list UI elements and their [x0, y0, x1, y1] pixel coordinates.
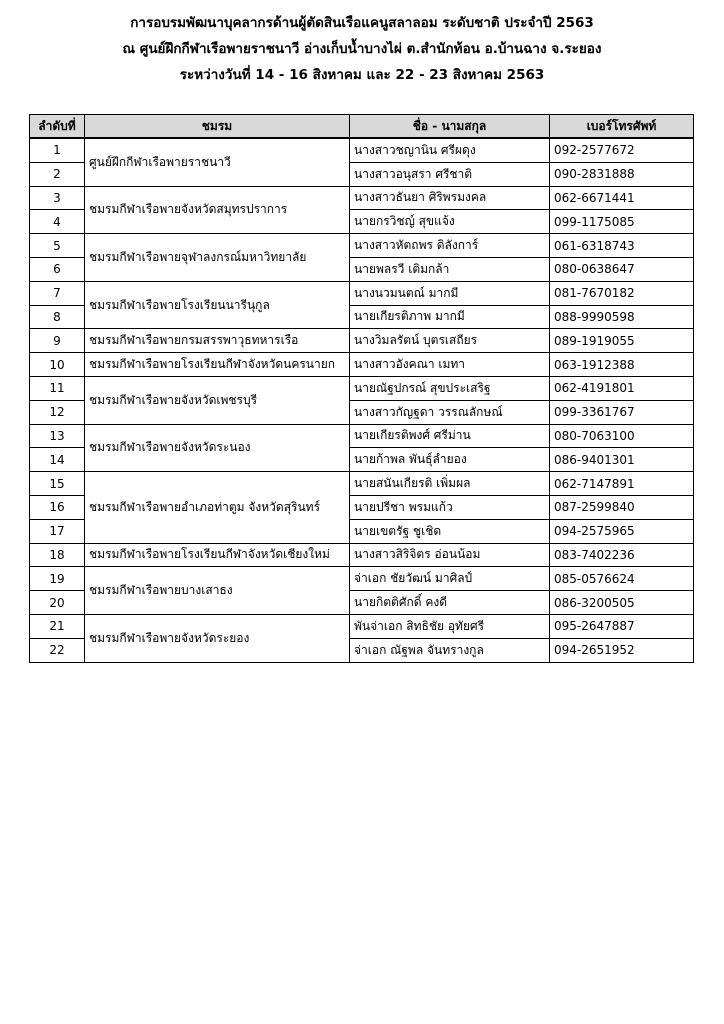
table-row — [30, 614, 694, 638]
row-number: 9 — [30, 329, 85, 353]
row-number: 8 — [30, 305, 85, 329]
row-number: 4 — [30, 210, 85, 234]
participant-name: นายปรีชา พรมแก้ว — [350, 495, 550, 519]
phone-number: 095-2647887 — [550, 614, 694, 638]
table-row — [30, 567, 694, 591]
club-name: ชมรมกีฬาเรือพายกรมสรรพาวุธทหารเรือ — [85, 329, 350, 353]
phone-number: 090-2831888 — [550, 162, 694, 186]
participant-name: นางสาวชญานิน ศรีผดุง — [350, 138, 550, 162]
participant-name: พันจ่าเอก สิทธิชัย อุทัยศรี — [350, 614, 550, 638]
table-row — [30, 281, 694, 305]
phone-number: 094-2575965 — [550, 519, 694, 543]
participant-name: นายเขตรัฐ ชูเชิด — [350, 519, 550, 543]
phone-number: 087-2599840 — [550, 495, 694, 519]
phone-number: 089-1919055 — [550, 329, 694, 353]
table-header-row — [30, 115, 694, 139]
phone-number: 083-7402236 — [550, 543, 694, 567]
phone-number: 081-7670182 — [550, 281, 694, 305]
club-name: ชมรมกีฬาเรือพายอำเภอท่าตูม จังหวัดสุรินทร์ — [85, 472, 350, 543]
document-venue: ณ ศูนย์ฝึกกีฬาเรือพายราชนาวี อ่างเก็บน้ำบางไผ่ ต.สำนักท้อน อ.บ้านฉาง จ.ระยอง — [122, 41, 602, 57]
row-number: 11 — [30, 376, 85, 400]
club-name: ชมรมกีฬาเรือพายจังหวัดสมุทรปราการ — [85, 186, 350, 234]
row-number: 5 — [30, 234, 85, 258]
phone-number: 061-6318743 — [550, 234, 694, 258]
participant-name: นางสาวอังคณา เมทา — [350, 353, 550, 377]
participant-name: นางสาวกัญฐดา วรรณลักษณ์ — [350, 400, 550, 424]
participant-name: จ่าเอก ชัยวัฒน์ มาศิลป์ — [350, 567, 550, 591]
participant-name: นายเกียรติภาพ มากมี — [350, 305, 550, 329]
phone-number: 062-4191801 — [550, 376, 694, 400]
table-row — [30, 234, 694, 258]
row-number: 21 — [30, 614, 85, 638]
club-name: ชมรมกีฬาเรือพายจังหวัดระนอง — [85, 424, 350, 472]
club-name: ชมรมกีฬาเรือพายบางเสาธง — [85, 567, 350, 615]
table-row — [30, 353, 694, 377]
table-row — [30, 138, 694, 162]
row-number: 15 — [30, 472, 85, 496]
phone-number: 085-0576624 — [550, 567, 694, 591]
phone-number: 099-1175085 — [550, 210, 694, 234]
phone-number: 086-9401301 — [550, 448, 694, 472]
participant-name: นางวิมลรัตน์ บุตรเสถียร — [350, 329, 550, 353]
row-number: 17 — [30, 519, 85, 543]
row-number: 3 — [30, 186, 85, 210]
participant-name: นายณัฐปกรณ์ สุขประเสริฐ — [350, 376, 550, 400]
row-number: 19 — [30, 567, 85, 591]
document-title: การอบรมพัฒนาบุคลากรด้านผู้ตัดสินเรือแคนูสลาลอม ระดับชาติ ประจำปี 2563 — [130, 15, 594, 31]
club-name: ชมรมกีฬาเรือพายโรงเรียนกีฬาจังหวัดเชียงใหม่ — [85, 543, 350, 567]
table-row — [30, 376, 694, 400]
participant-name: นายเกียรติพงศ์ ศรีม่าน — [350, 424, 550, 448]
phone-number: 080-7063100 — [550, 424, 694, 448]
participant-name: นางสาวหัตถพร ดิลังการ์ — [350, 234, 550, 258]
row-number: 12 — [30, 400, 85, 424]
participant-name: นายกรวิชญ์ สุขแจ้ง — [350, 210, 550, 234]
column-header-phone: เบอร์โทรศัพท์ — [550, 115, 694, 139]
participant-name: นายสนันเกียรติ เพิ่มผล — [350, 472, 550, 496]
table-row — [30, 543, 694, 567]
phone-number: 080-0638647 — [550, 257, 694, 281]
table-body — [30, 138, 694, 662]
participant-name: นางนวมนตณ์ มากมี — [350, 281, 550, 305]
row-number: 14 — [30, 448, 85, 472]
club-name: ชมรมกีฬาเรือพายโรงเรียนนารีนุกูล — [85, 281, 350, 329]
participant-name: นายกิตติศักดิ์ คงดี — [350, 591, 550, 615]
column-header-name: ชื่อ - นามสกุล — [350, 115, 550, 139]
participant-name: นางสาวอนุสรา ศรีชาติ — [350, 162, 550, 186]
phone-number: 094-2651952 — [550, 638, 694, 662]
table-row — [30, 329, 694, 353]
row-number: 20 — [30, 591, 85, 615]
phone-number: 062-6671441 — [550, 186, 694, 210]
participant-name: นางสาวสิริจิตร อ่อนน้อม — [350, 543, 550, 567]
participant-name: นายพลรวี เติมกล้า — [350, 257, 550, 281]
row-number: 13 — [30, 424, 85, 448]
phone-number: 063-1912388 — [550, 353, 694, 377]
table-row — [30, 186, 694, 210]
row-number: 2 — [30, 162, 85, 186]
row-number: 16 — [30, 495, 85, 519]
row-number: 10 — [30, 353, 85, 377]
participant-name: นางสาวธันยา ศิริพรมงคล — [350, 186, 550, 210]
club-name: ชมรมกีฬาเรือพายจังหวัดเพชรบุรี — [85, 376, 350, 424]
participant-name: นายก้าพล พันธุ์ลำยอง — [350, 448, 550, 472]
document-header — [0, 10, 724, 88]
document-dates: ระหว่างวันที่ 14 - 16 สิงหาคม และ 22 - 23 สิงหาคม 2563 — [179, 67, 545, 83]
row-number: 22 — [30, 638, 85, 662]
club-name: ชมรมกีฬาเรือพายโรงเรียนกีฬาจังหวัดนครนายก — [85, 353, 350, 377]
table-row — [30, 472, 694, 496]
row-number: 7 — [30, 281, 85, 305]
table-row — [30, 424, 694, 448]
column-header-number: ลำดับที่ — [30, 115, 85, 139]
phone-number: 088-9990598 — [550, 305, 694, 329]
row-number: 18 — [30, 543, 85, 567]
phone-number: 062-7147891 — [550, 472, 694, 496]
phone-number: 086-3200505 — [550, 591, 694, 615]
column-header-club: ชมรม — [85, 115, 350, 139]
row-number: 1 — [30, 138, 85, 162]
club-name: ชมรมกีฬาเรือพายจุฬาลงกรณ์มหาวิทยาลัย — [85, 234, 350, 282]
row-number: 6 — [30, 257, 85, 281]
participant-name: จ่าเอก ณัฐพล จันทรางกูล — [350, 638, 550, 662]
club-name: ศูนย์ฝึกกีฬาเรือพายราชนาวี — [85, 138, 350, 186]
club-name: ชมรมกีฬาเรือพายจังหวัดระยอง — [85, 614, 350, 662]
phone-number: 092-2577672 — [550, 138, 694, 162]
participant-table — [29, 114, 694, 663]
phone-number: 099-3361767 — [550, 400, 694, 424]
